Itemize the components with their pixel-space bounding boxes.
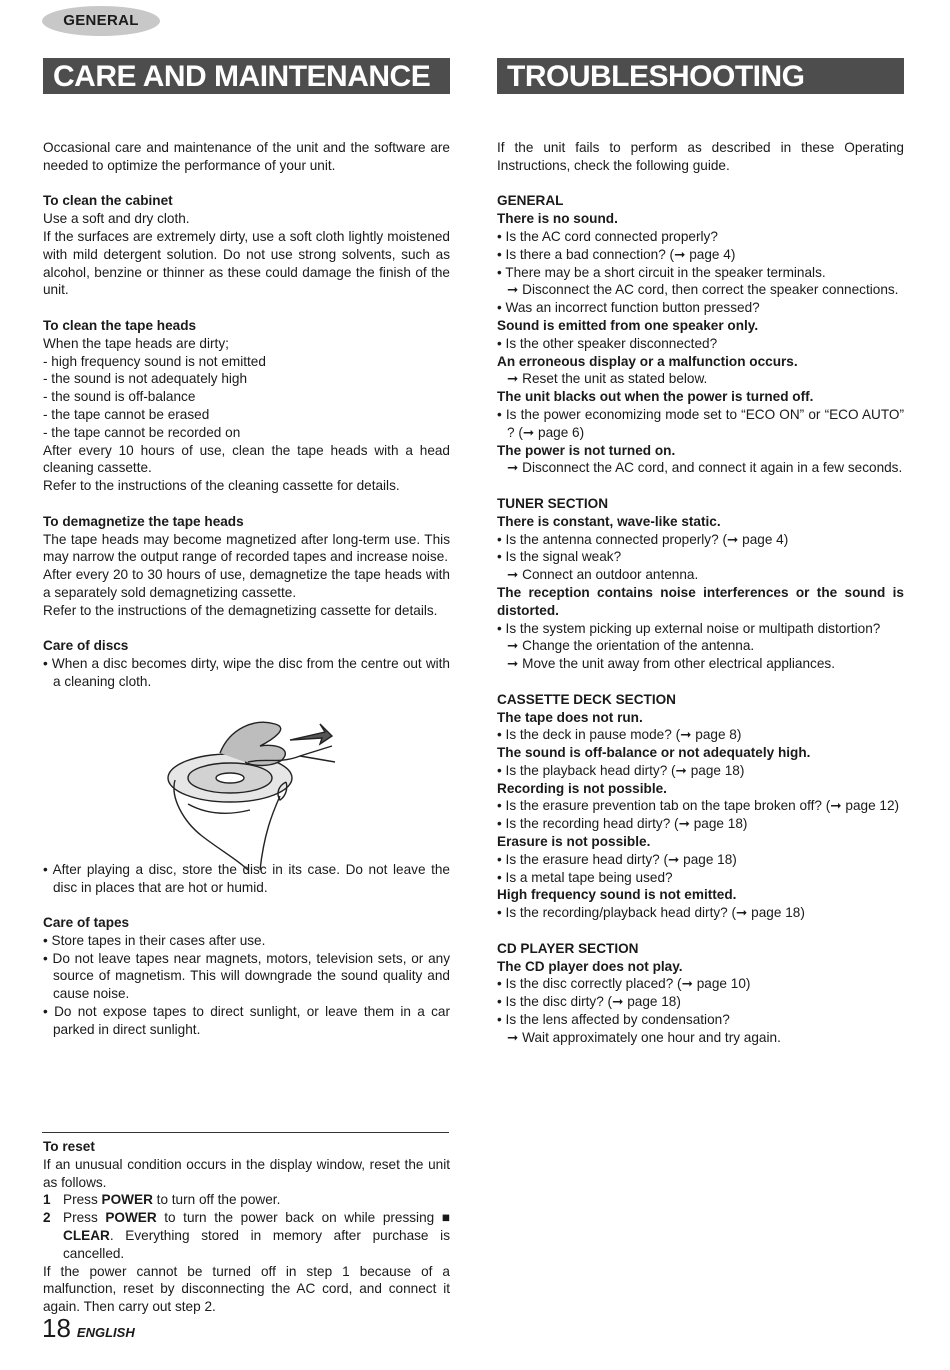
list-item: - the sound is not adequately high	[43, 371, 248, 387]
list-item: - the sound is off-balance	[43, 389, 196, 405]
troubleshooting-column	[497, 139, 904, 1047]
general-heading: GENERAL	[497, 193, 564, 209]
list-item: • Is the erasure prevention tab on the tape broken off? (➞ page 12)	[497, 797, 904, 815]
step-text: to turn off the power.	[152, 1192, 281, 1208]
list-item: • Is the system picking up external noise or multipath distortion?	[497, 620, 904, 638]
care-column	[43, 139, 450, 1039]
list-item: • Is the AC cord connected properly?	[497, 228, 904, 246]
list-item: • Do not leave tapes near magnets, motors, television sets, or any source of magnetism. This will downgrade the sound quality and cause noise.	[43, 950, 450, 1003]
section-tag: GENERAL	[42, 6, 160, 36]
page-number: 18	[42, 1313, 71, 1343]
symptom: The reception contains noise interferences or the sound is distorted.	[497, 584, 904, 618]
symptom: The tape does not run.	[497, 709, 643, 725]
step-number: 1	[43, 1192, 51, 1208]
list-item: • Do not expose tapes to direct sunlight, or leave them in a car parked in direct sunlight.	[43, 1003, 450, 1039]
demagnetize-text-1: The tape heads may become magnetized after long-term use. This may narrow the output range of recorded tapes and increase noise.	[43, 531, 450, 565]
tape-heads-text-2: After every 10 hours of use, clean the tape heads with a head cleaning cassette.	[43, 442, 450, 476]
list-item: - high frequency sound is not emitted	[43, 353, 266, 369]
list-item: • Is the recording head dirty? (➞ page 18)	[497, 815, 904, 833]
care-title-banner: CARE AND MAINTENANCE	[43, 58, 450, 94]
list-item: • Is the deck in pause mode? (➞ page 8)	[497, 726, 904, 744]
power-key: POWER	[101, 1192, 153, 1208]
remedy: ➞ Wait approximately one hour and try again.	[507, 1029, 781, 1045]
list-item: • There may be a short circuit in the speaker terminals.	[497, 264, 904, 282]
tape-heads-text-3: Refer to the instructions of the cleaning cassette for details.	[43, 478, 400, 494]
reset-section	[43, 1138, 450, 1316]
symptom: The sound is off-balance or not adequately high.	[497, 745, 811, 761]
trouble-intro: If the unit fails to perform as described in these Operating Instructions, check the following guide.	[497, 140, 904, 173]
symptom: Erasure is not possible.	[497, 834, 651, 850]
reset-step-2	[43, 1209, 450, 1262]
demagnetize-heading: To demagnetize the tape heads	[43, 513, 244, 529]
list-item: • When a disc becomes dirty, wipe the disc from the centre out with a cleaning cloth.	[43, 655, 450, 691]
remedy: ➞ Reset the unit as stated below.	[507, 371, 708, 387]
symptom: An erroneous display or a malfunction occurs.	[497, 353, 798, 369]
reset-step-1	[43, 1191, 450, 1209]
remedy: ➞ Disconnect the AC cord, then correct the speaker connections.	[507, 282, 899, 298]
list-item: • Store tapes in their cases after use.	[43, 932, 450, 950]
symptom: The power is not turned on.	[497, 442, 676, 458]
tape-heads-intro: When the tape heads are dirty;	[43, 335, 229, 351]
cd-heading: CD PLAYER SECTION	[497, 940, 639, 956]
symptom: Sound is emitted from one speaker only.	[497, 317, 759, 333]
cassette-heading: CASSETTE DECK SECTION	[497, 691, 677, 707]
reset-intro: If an unusual condition occurs in the display window, reset the unit as follows.	[43, 1156, 450, 1190]
step-text: Press	[63, 1192, 102, 1208]
list-item: • Is the lens affected by condensation?	[497, 1011, 904, 1029]
step-number: 2	[43, 1210, 51, 1226]
cabinet-text-1: Use a soft and dry cloth.	[43, 211, 190, 227]
clear-key: CLEAR	[63, 1227, 110, 1243]
symptom: High frequency sound is not emitted.	[497, 887, 737, 903]
step-text: Press	[63, 1210, 106, 1226]
disc-cleaning-illustration	[160, 718, 350, 873]
tape-heads-heading: To clean the tape heads	[43, 317, 197, 333]
symptom: There is no sound.	[497, 211, 618, 227]
list-item: • Is the disc correctly placed? (➞ page 10)	[497, 975, 904, 993]
symptom: The CD player does not play.	[497, 958, 683, 974]
list-item: • Is the erasure head dirty? (➞ page 18)	[497, 851, 904, 869]
list-item: • Is a metal tape being used?	[497, 869, 904, 887]
symptom: Recording is not possible.	[497, 780, 667, 796]
tuner-heading: TUNER SECTION	[497, 495, 609, 511]
language-label: ENGLISH	[76, 1325, 135, 1340]
symptom: The unit blacks out when the power is turned off.	[497, 389, 814, 405]
troubleshooting-title-banner: TROUBLESHOOTING GUIDE	[497, 58, 904, 94]
list-item: • After playing a disc, store the disc in its case. Do not leave the disc in places that are hot or humid.	[43, 861, 450, 897]
cabinet-text-2: If the surfaces are extremely dirty, use a soft cloth lightly moistened with mild detergent solution. Do not use strong solvents, such as alcohol, benzine or thinner as these could damage the finish of the unit.	[43, 228, 450, 298]
list-item: - the tape cannot be erased	[43, 406, 210, 422]
list-item: • Is the playback head dirty? (➞ page 18)	[497, 762, 904, 780]
remedy: ➞ Move the unit away from other electrical appliances.	[507, 656, 835, 672]
reset-note: If the power cannot be turned off in step 1 because of a malfunction, reset by disconnecting the AC cord, and connect it again. Then carry out step 2.	[43, 1263, 450, 1315]
demagnetize-text-3: Refer to the instructions of the demagnetizing cassette for details.	[43, 602, 438, 618]
list-item: - the tape cannot be recorded on	[43, 424, 241, 440]
list-item: • Is the disc dirty? (➞ page 18)	[497, 993, 904, 1011]
list-item: • Was an incorrect function button pressed?	[497, 299, 904, 317]
demagnetize-text-2: After every 20 to 30 hours of use, demagnetize the tape heads with a separately sold demagnetizing cassette.	[43, 567, 450, 600]
step-text: to turn the power back on while pressing ■	[156, 1210, 450, 1226]
list-item: • Is the antenna connected properly? (➞ page 4)	[497, 531, 904, 549]
care-intro: Occasional care and maintenance of the unit and the software are needed to optimize the performance of your unit.	[43, 140, 450, 173]
list-item: • Is there a bad connection? (➞ page 4)	[497, 246, 904, 264]
tapes-heading: Care of tapes	[43, 915, 130, 931]
divider	[42, 1132, 449, 1133]
page-footer	[42, 1313, 135, 1343]
discs-heading: Care of discs	[43, 638, 129, 654]
remedy: ➞ Disconnect the AC cord, and connect it again in a few seconds.	[507, 460, 903, 476]
remedy: ➞ Connect an outdoor antenna.	[507, 567, 699, 583]
reset-heading: To reset	[43, 1139, 95, 1154]
step-text: . Everything stored in memory after purchase is cancelled.	[63, 1227, 450, 1261]
list-item: • Is the power economizing mode set to “ECO ON” or “ECO AUTO” ? (➞ page 6)	[497, 406, 904, 442]
list-item: • Is the other speaker disconnected?	[497, 335, 904, 353]
symptom: There is constant, wave-like static.	[497, 513, 721, 529]
list-item: • Is the recording/playback head dirty? (➞ page 18)	[497, 904, 904, 922]
remedy: ➞ Change the orientation of the antenna.	[507, 638, 755, 654]
list-item: • Is the signal weak?	[497, 548, 904, 566]
cabinet-heading: To clean the cabinet	[43, 193, 173, 209]
power-key: POWER	[105, 1210, 157, 1226]
